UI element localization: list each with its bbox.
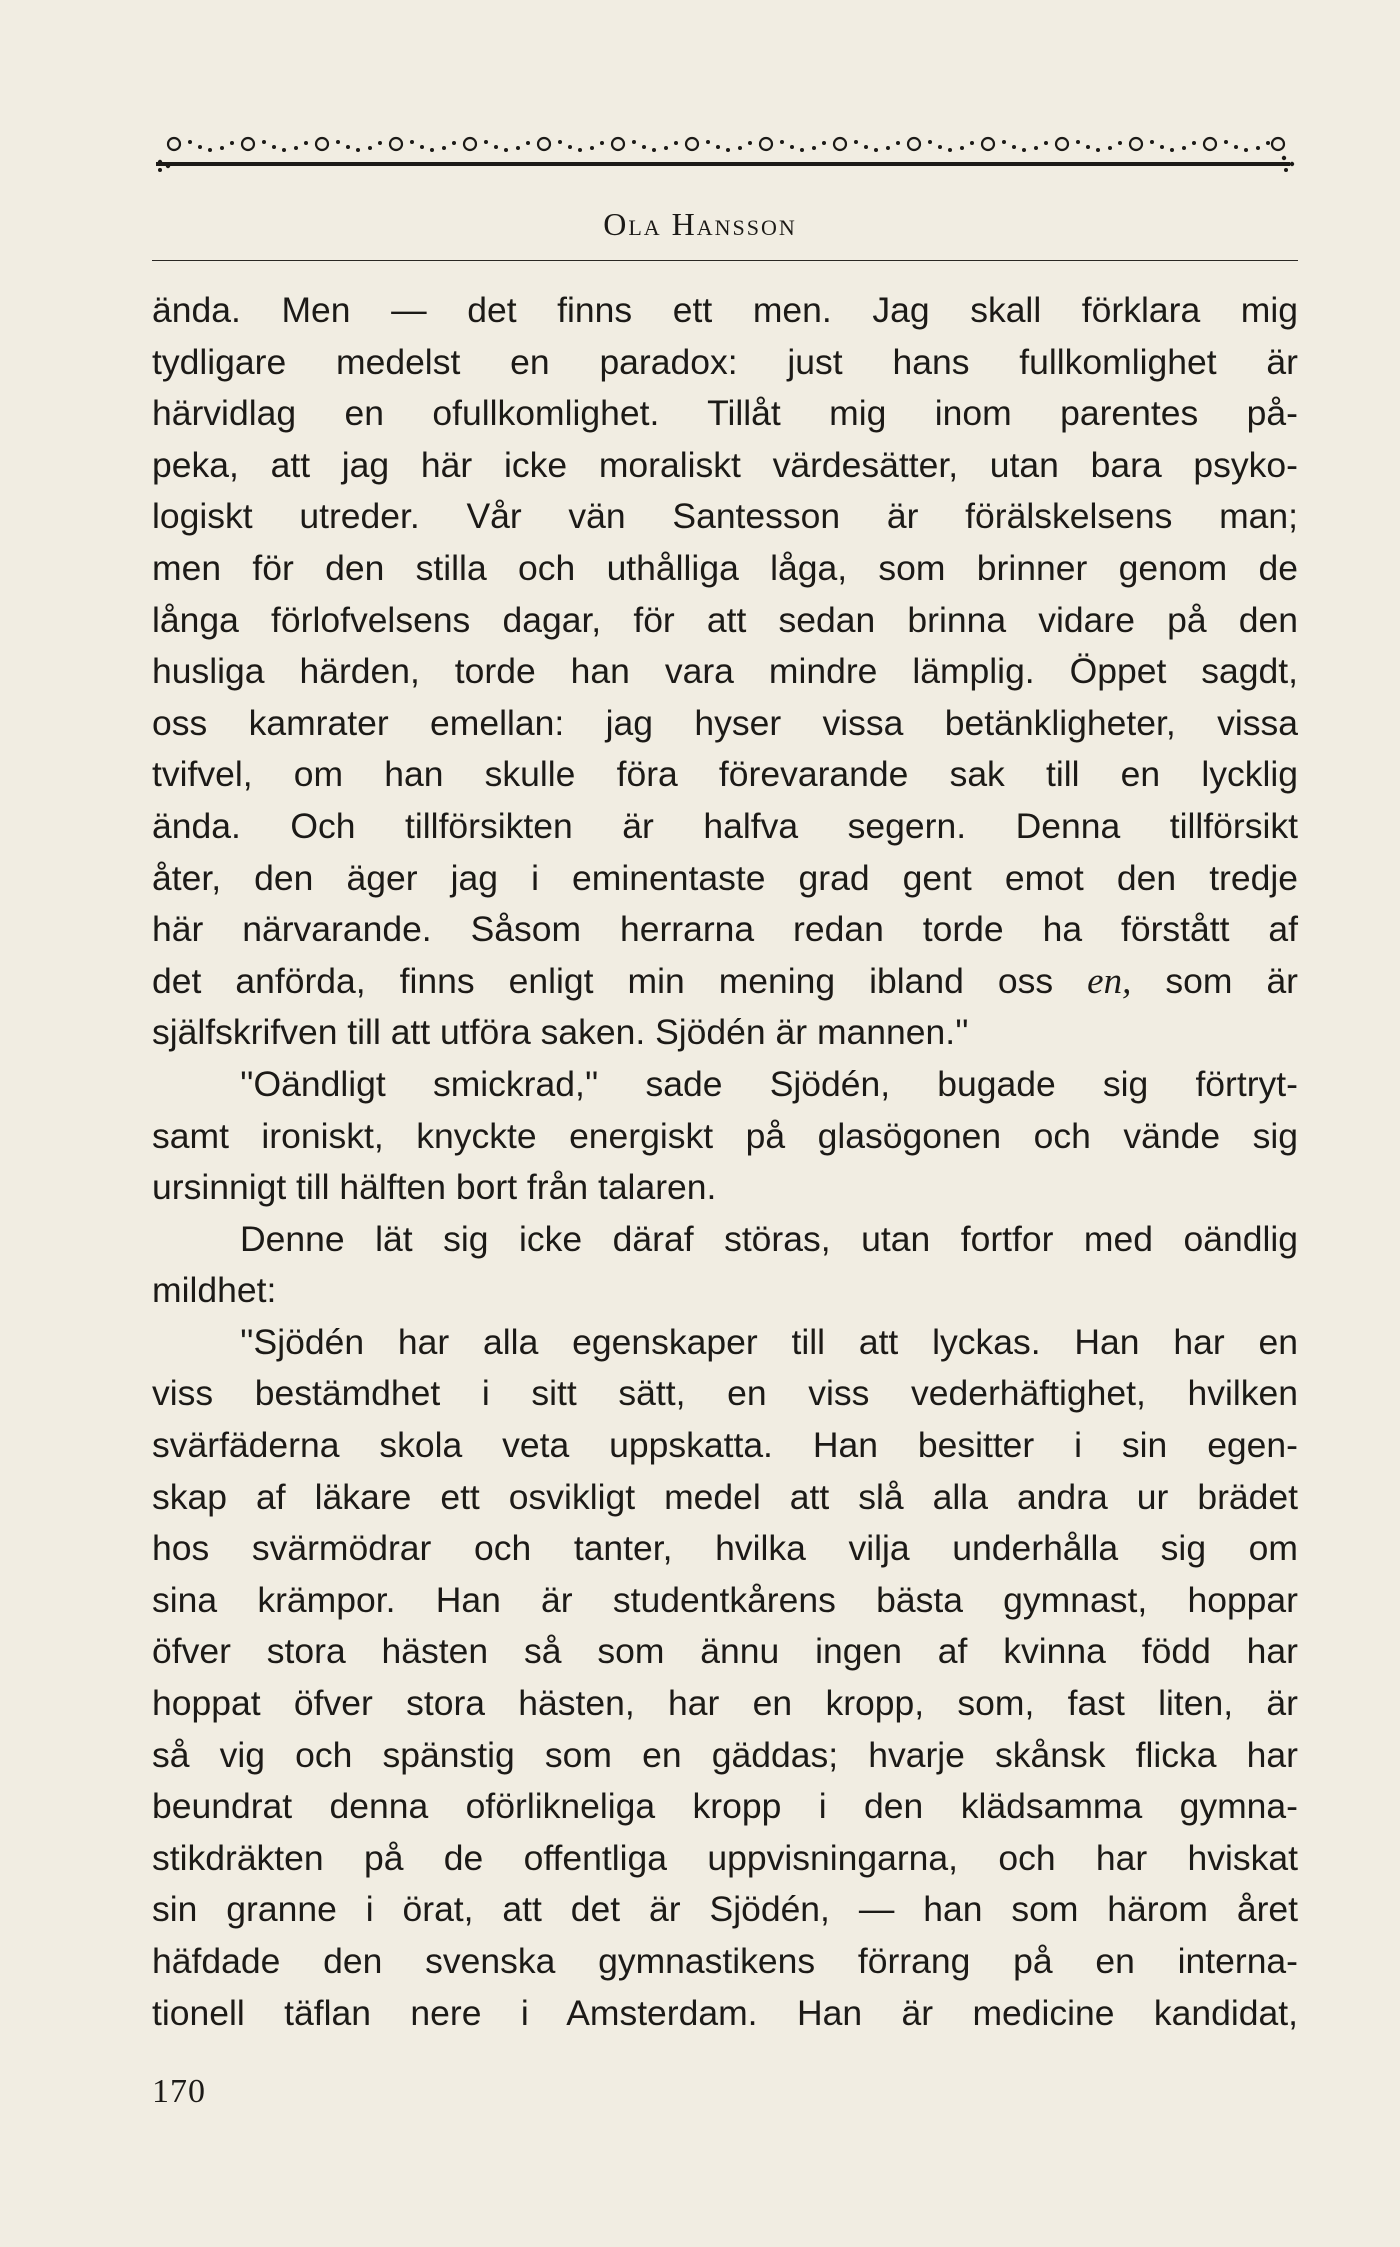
text-line: viss bestämdhet i sitt sätt, en viss vederhäftighet, hvilken [152,1373,1298,1414]
text-line: ursinnigt till hälften bort från talaren. [152,1167,717,1208]
text-line: tionell täflan nere i Amsterdam. Han är medicine kandidat, [152,1992,1298,2033]
italic-word: en, [1087,960,1132,1002]
text-line: svärfäderna skola veta uppskatta. Han besitter i sin egen- [152,1425,1298,1466]
body-text [152,285,1298,2039]
text-line: härvidlag en ofullkomlighet. Tillåt mig inom parentes på- [152,393,1298,434]
text-line: ända. Och tillförsikten är halfva segern. Denna tillförsikt [152,805,1298,846]
text-line: långa förlofvelsens dagar, för att sedan brinna vidare på den [152,599,1298,640]
text-line: ''Oändligt smickrad,'' sade Sjödén, bugade sig förtryt- [240,1063,1298,1104]
header-rule [152,260,1298,261]
text-line: sin granne i örat, att det är Sjödén, — han som härom året [152,1889,1298,1930]
text-line: mildhet: [152,1270,277,1311]
text-line: själfskrifven till att utföra saken. Sjödén är mannen.'' [152,1012,969,1053]
ring-chain-border-icon [152,128,1302,180]
text-line: ''Sjödén har alla egenskaper till att lyckas. Han har en [240,1321,1298,1362]
text-line: beundrat denna oförlikneliga kropp i den klädsamma gymna- [152,1786,1298,1827]
text-line: hoppat öfver stora hästen, har en kropp, som, fast liten, är [152,1683,1298,1724]
paragraph [152,1317,1298,2039]
text-line: så vig och spänstig som en gäddas; hvarje skånsk flicka har [152,1734,1298,1775]
text-line: oss kamrater emellan: jag hyser vissa betänkligheter, vissa [152,702,1298,743]
text-line: sina krämpor. Han är studentkårens bästa gymnast, hoppar [152,1579,1298,1620]
paragraph [152,1265,1298,1317]
text-line: samt ironiskt, knyckte energiskt på glasögonen och vände sig [152,1115,1298,1156]
text-line: hos svärmödrar och tanter, hvilka vilja underhålla sig om [152,1528,1298,1569]
text-line: här närvarande. Såsom herrarna redan torde ha förstått af [152,909,1298,950]
text-line: skap af läkare ett osvikligt medel att slå alla andra ur brädet [152,1476,1298,1517]
page-number: 170 [152,2073,206,2110]
text-line: åter, den äger jag i eminentaste grad gent emot den tredje [152,857,1298,898]
paragraph [152,1162,1298,1214]
text-line: husliga härden, torde han vara mindre lämplig. Öppet sagdt, [152,651,1298,692]
paragraph [152,1007,1298,1059]
text-line: peka, att jag här icke moraliskt värdesätter, utan bara psyko- [152,444,1298,485]
text-line: tvifvel, om han skulle föra förevarande sak till en lycklig [152,754,1298,795]
text-line: det anförda, finns enligt min mening ibland oss [152,960,1054,1001]
text-line: öfver stora hästen så som ännu ingen af kvinna född har [152,1631,1298,1672]
text-line: ända. Men — det finns ett men. Jag skall förklara mig [152,290,1298,330]
text-line-end: som är [1131,960,1299,1001]
text-line: häfdade den svenska gymnastikens förrang på en interna- [152,1941,1298,1981]
paragraph [152,1059,1298,1162]
text-line: tydligare medelst en paradox: just hans fullkomlighet är [152,341,1298,382]
text-line: Denne lät sig icke däraf störas, utan fortfor med oändlig [240,1218,1298,1259]
text-line: stikdräkten på de offentliga uppvisningarna, och har hviskat [152,1837,1298,1878]
running-head: Ola Hansson [603,206,797,242]
paragraph [152,285,1298,1007]
text-line: logiskt utreder. Vår vän Santesson är förälskelsens man; [152,496,1298,537]
paragraph [152,1214,1298,1266]
text-line: men för den stilla och uthålliga låga, som brinner genom de [152,547,1298,588]
